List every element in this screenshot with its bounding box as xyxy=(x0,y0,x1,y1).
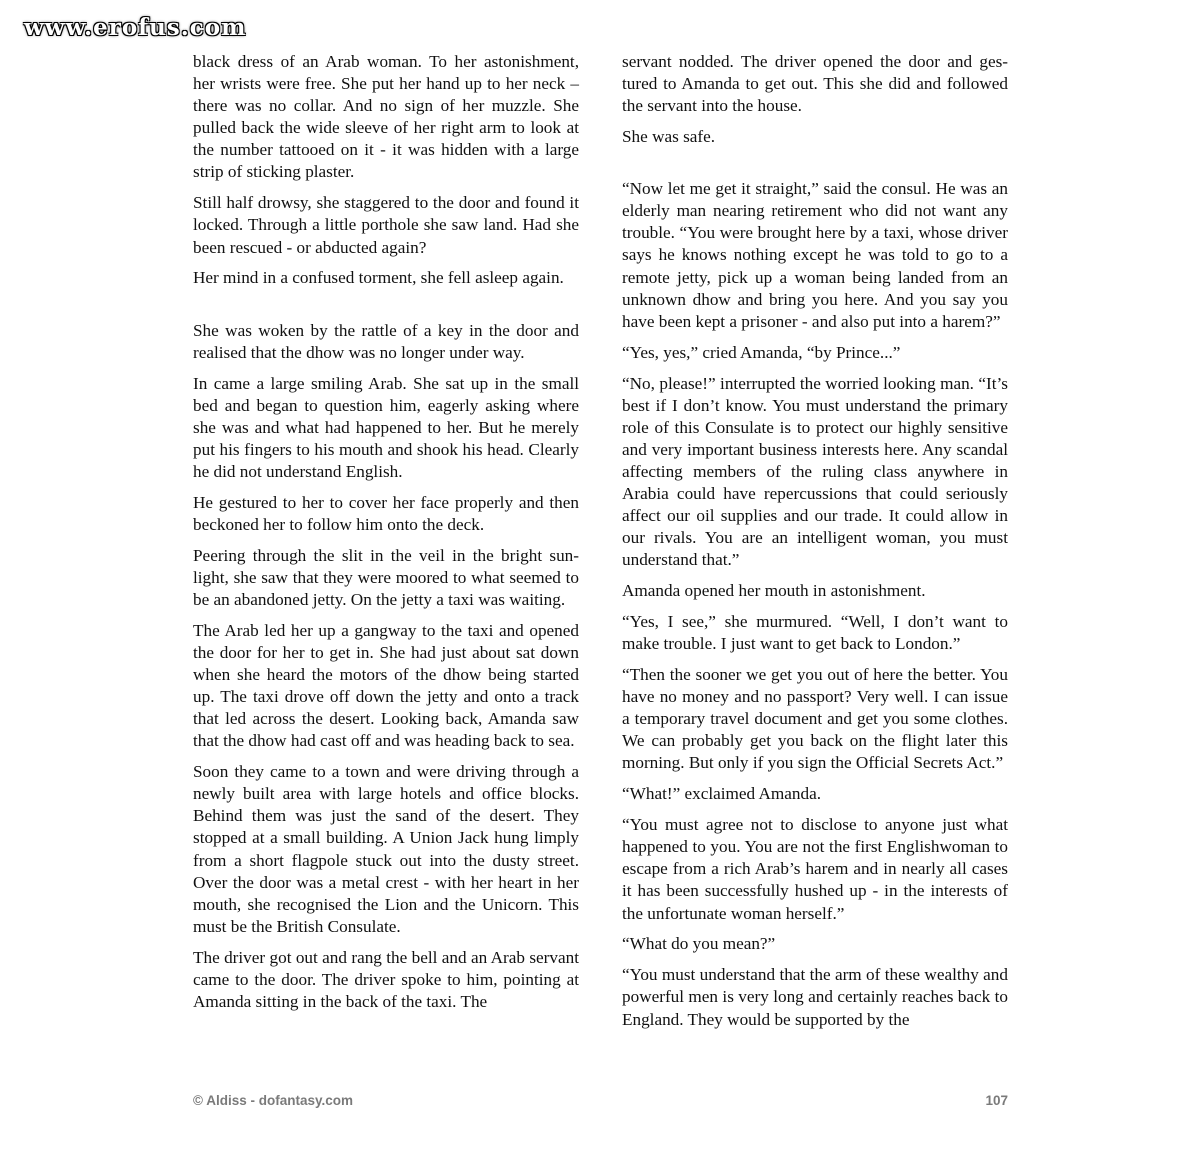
paragraph: “Yes, yes,” cried Amanda, “by Prince...” xyxy=(622,342,901,362)
paragraph: The driver got out and rang the bell and an Arab servant came to the door. The driver spoke to him, pointing at Amanda sitting in the back of the taxi. The xyxy=(193,947,579,1011)
paragraph: Peering through the slit in the veil in the bright sunlight, she saw that they were moored to what seemed to be an abandoned jetty. On the jetty a taxi was waiting. xyxy=(193,545,579,609)
paragraph: Soon they came to a town and were driving through a newly built area with large hotels and office blocks. Behind them was just the sand of the desert. They stopped at a small building. A Union Jack hung limply from a short flagpole stuck out into the dusty street. Over the door was a metal crest - with her heart in her mouth, she recognised the Lion and the Unicorn. This must be the British Consulate. xyxy=(193,762,579,936)
paragraph: The Arab led her up a gangway to the taxi and opened the door for her to get in. She had just about sat down when she heard the motors of the dhow being started up. The taxi drove off down the jetty and onto a track that led across the desert. Looking back, Amanda saw that the dhow had cast off and was heading back to sea. xyxy=(193,620,579,751)
paragraph: “You must understand that the arm of these wealthy and powerful men is very long and certainly reaches back to England. They would be supported by the xyxy=(622,965,1008,1029)
paragraph: Still half drowsy, she staggered to the door and found it locked. Through a little porthole she saw land. Had she been rescued - or abducted again? xyxy=(193,193,579,257)
paragraph: “Yes, I see,” she murmured. “Well, I don’t want to make trouble. I just want to get back to London.” xyxy=(622,612,1008,654)
paragraph: He gestured to her to cover her face properly and then beckoned her to follow him onto the deck. xyxy=(193,492,579,534)
paragraph: black dress of an Arab woman. To her astonishment, her wrists were free. She put her hand up to her neck – there was no collar. And no sign of her muzzle. She pulled back the wide sleeve of her right arm to look at the number tattooed on it - it was hidden with a large strip of sticking plaster. xyxy=(193,52,579,182)
paragraph: “Then the sooner we get you out of here the better. You have no money and no passport? Very well. I can issue a temporary travel document and get you some clothes. We can probably get you back on the flight later this morning. But only if you sign the Official Secrets Act.” xyxy=(622,665,1008,773)
paragraph: “No, please!” interrupted the worried looking man. “It’s best if I don’t know. You must understand the primary role of this Consulate is to protect our highly sensitive and very important business interests here. Any scandal affecting members of the ruling class anywhere in Arabia could have repercussions that could seriously affect our oil supplies and our trade. It could allow in our rivals. You are an intelligent woman, you must understand that.” xyxy=(622,373,1008,570)
paragraph: Her mind in a confused torment, she fell asleep again. xyxy=(193,268,564,288)
site-watermark: www.erofus.com xyxy=(24,14,247,41)
paragraph: “What!” exclaimed Amanda. xyxy=(622,784,821,804)
page-number: 107 xyxy=(985,1093,1008,1108)
paragraph: Amanda opened her mouth in astonishment. xyxy=(622,581,926,601)
text-column-left xyxy=(193,51,579,1022)
paragraph: In came a large smiling Arab. She sat up in the small bed and began to question him, eagerly asking where she was and what had happened to her. But he merely put his fingers to his mouth and shook his head. Clearly he did not understand English. xyxy=(193,373,579,481)
paragraph: “You must agree not to disclose to anyone just what happened to you. You are not the first Englishwoman to escape from a rich Arab’s harem and in nearly all cases it has been successfully hushed up - in the interests of the unfortunate woman herself.” xyxy=(622,815,1008,923)
paragraph: “What do you mean?” xyxy=(622,934,776,954)
text-column-right xyxy=(622,51,1008,1039)
copyright-credit: © Aldiss - dofantasy.com xyxy=(193,1093,353,1108)
paragraph: servant nodded. The driver opened the door and gestured to Amanda to get out. This she did and followed the servant into the house. xyxy=(622,52,1008,116)
paragraph: She was woken by the rattle of a key in the door and realised that the dhow was no longer under way. xyxy=(193,320,579,362)
paragraph: She was safe. xyxy=(622,127,716,147)
paragraph: “Now let me get it straight,” said the consul. He was an elderly man nearing retirement who did not want any trouble. “You were brought here by a taxi, whose driver says he knows nothing except he was told to go to a remote jetty, pick up a woman being landed from an unknown dhow and bring you here. And you say you have been kept a prisoner - and also put into a harem?” xyxy=(622,179,1008,331)
